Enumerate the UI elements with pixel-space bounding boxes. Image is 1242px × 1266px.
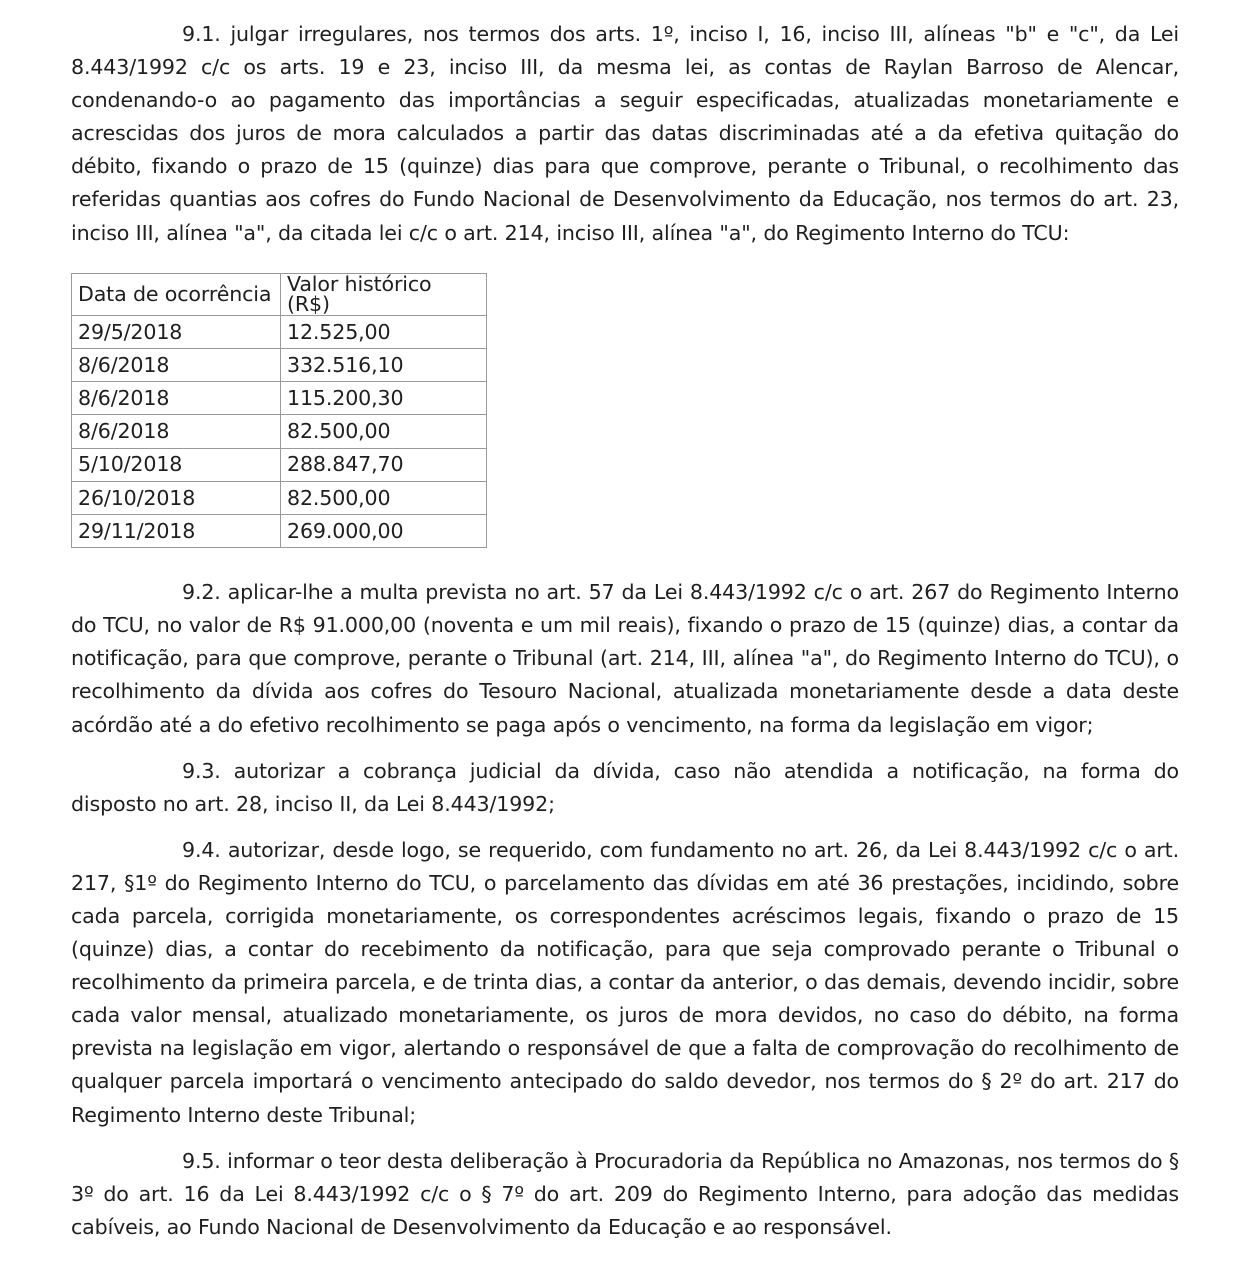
date-cell: 29/11/2018 — [72, 514, 281, 547]
column-header-date: Data de ocorrência — [72, 273, 281, 315]
date-cell: 29/5/2018 — [72, 315, 281, 348]
date-cell: 8/6/2018 — [72, 382, 281, 415]
document-page — [71, 0, 1179, 1244]
value-cell: 269.000,00 — [281, 514, 487, 547]
value-cell: 288.847,70 — [281, 448, 487, 481]
table-row — [72, 315, 487, 348]
value-cell: 82.500,00 — [281, 415, 487, 448]
date-cell: 5/10/2018 — [72, 448, 281, 481]
date-cell: 26/10/2018 — [72, 481, 281, 514]
debt-table — [71, 273, 487, 549]
date-cell: 8/6/2018 — [72, 415, 281, 448]
paragraph-9-4: 9.4. autorizar, desde logo, se requerido, com fundamento no art. 26, da Lei 8.443/1992 c/c o art. 217, §1º do Regimento Interno do TCU, o parcelamento das dívidas em até 36 prestações, incidindo, sobre cada parcela, corrigida monetariamente, os correspondentes acréscimos legais, fixando o prazo de 15 (quinze) dias, a contar do recebimento da notificação, para que seja comprovado perante o Tribunal o recolhimento da primeira parcela, e de trinta dias, a contar da anterior, o das demais, devendo incidir, sobre cada valor mensal, atualizado monetariamente, os juros de mora devidos, no caso do débito, na forma prevista na legislação em vigor, alertando o responsável de que a falta de comprovação do recolhimento de qualquer parcela importará o vencimento antecipado do saldo devedor, nos termos do § 2º do art. 217 do Regimento Interno deste Tribunal; — [71, 837, 1179, 1127]
paragraph-9-3: 9.3. autorizar a cobrança judicial da dívida, caso não atendida a notificação, na forma do disposto no art. 28, inciso II, da Lei 8.443/1992; — [71, 758, 1179, 816]
table-row — [72, 514, 487, 547]
table-row — [72, 448, 487, 481]
table-header-row — [72, 273, 487, 315]
column-header-value: Valor histórico (R$) — [281, 273, 487, 315]
value-cell: 332.516,10 — [281, 349, 487, 382]
value-cell: 82.500,00 — [281, 481, 487, 514]
paragraph-9-1: 9.1. julgar irregulares, nos termos dos arts. 1º, inciso I, 16, inciso III, alíneas "b" e "c", da Lei 8.443/1992 c/c os arts. 19 e 23, inciso III, da mesma lei, as contas de Raylan Barroso de Alencar, condenando-o ao pagamento das importâncias a seguir especificadas, atualizadas monetariamente e acrescidas dos juros de mora calculados a partir das datas discriminadas até a da efetiva quitação do débito, fixando o prazo de 15 (quinze) dias para que comprove, perante o Tribunal, o recolhimento das referidas quantias aos cofres do Fundo Nacional de Desenvolvimento da Educação, nos termos do art. 23, inciso III, alínea "a", da citada lei c/c o art. 214, inciso III, alínea "a", do Regimento Interno do TCU: — [71, 22, 1179, 245]
paragraph-9-2: 9.2. aplicar-lhe a multa prevista no art. 57 da Lei 8.443/1992 c/c o art. 267 do Regimento Interno do TCU, no valor de R$ 91.000,00 (noventa e um mil reais), fixando o prazo de 15 (quinze) dias, a contar da notificação, para que comprove, perante o Tribunal (art. 214, III, alínea "a", do Regimento Interno do TCU), o recolhimento da dívida aos cofres do Tesouro Nacional, atualizada monetariamente desde a data deste acórdão até a do efetivo recolhimento se paga após o vencimento, na forma da legislação em vigor; — [71, 580, 1179, 737]
table-row — [72, 481, 487, 514]
paragraph-9-5: 9.5. informar o teor desta deliberação à Procuradoria da República no Amazonas, nos termos do § 3º do art. 16 da Lei 8.443/1992 c/c o § 7º do art. 209 do Regimento Interno, para adoção das medidas cabíveis, ao Fundo Nacional de Desenvolvimento da Educação e ao responsável. — [71, 1148, 1179, 1239]
table-row — [72, 415, 487, 448]
table-row — [72, 349, 487, 382]
value-cell: 12.525,00 — [281, 315, 487, 348]
table-row — [72, 382, 487, 415]
date-cell: 8/6/2018 — [72, 349, 281, 382]
value-cell: 115.200,30 — [281, 382, 487, 415]
